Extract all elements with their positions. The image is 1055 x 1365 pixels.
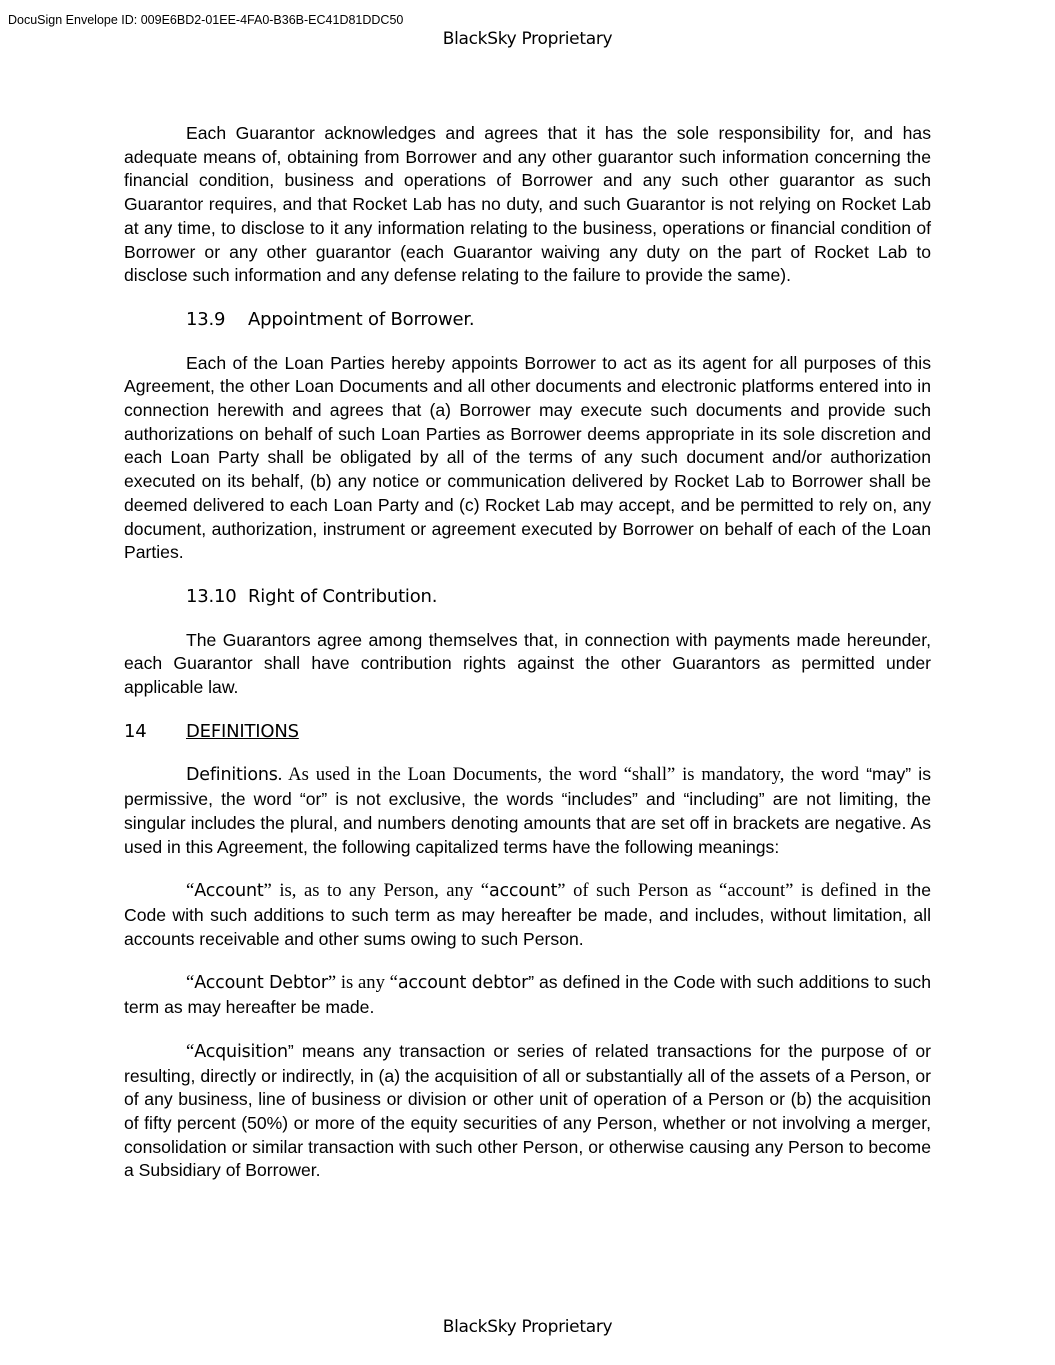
section-title: Appointment of Borrower.: [248, 308, 475, 330]
quote-open: “: [186, 880, 195, 902]
guarantor-acknowledgement-paragraph: Each Guarantor acknowledges and agrees that it has the sole responsibility for, and has adequate means of, obtaining from Borrower and any other guarantor such information concerning the financial condition, business and operations of Borrower and any such other guarantor as such Guarantor requires, and that Rocket Lab has no duty, and such Guarantor is not relying on Rocket Lab at any time, to disclose to it any information relating to the business, operations or financial condition of Borrower or any other guarantor (each Guarantor waiving any duty on the part of Rocket Lab to disclose such information and any defense relating to the failure to provide the same).: [124, 123, 931, 286]
appointment-of-borrower-paragraph: Each of the Loan Parties hereby appoints Borrower to act as its agent for all purposes of this Agreement, the other Loan Documents and all other documents and electronic platforms entered into in connection herewith and agrees that (a) Borrower may execute such documents and provide such authorizations on behalf of such Loan Parties as Borrower deems appropriate in its sole discretion and each Loan Party shall be obligated by all of the terms of any such document and/or authorization executed on its behalf, (b) any notice or communication delivered by Rocket Lab to Borrower shall be deemed delivered to each Loan Party and (c) Rocket Lab may accept, and be permitted to rely on, any document, authorization, instrument or agreement executed by Borrower on behalf of each of the Loan Parties.: [124, 352, 931, 563]
page-header: BlackSky Proprietary: [442, 29, 613, 49]
definition-acquisition: [124, 1040, 931, 1183]
right-of-contribution-paragraph: The Guarantors agree among themselves that, in connection with payments made hereunder, each Guarantor shall have contribution rights against the other Guarantors as permitted under applicable law.: [124, 629, 931, 698]
section-13-10-heading: [124, 585, 931, 609]
section-number: 13.10: [186, 585, 237, 607]
definition-account: [124, 879, 931, 951]
definition-account-debtor: [124, 971, 931, 1019]
definition-text: ” is, as to any Person, any “: [263, 880, 489, 902]
docusign-envelope-id: DocuSign Envelope ID: 009E6BD2-01EE-4FA0-B36B-EC41D81DDC50: [8, 13, 404, 27]
definitions-intro-paragraph: [124, 763, 931, 859]
section-14-heading: [124, 720, 931, 744]
section-number: 13.9: [186, 308, 226, 330]
definitions-label: Definitions: [186, 765, 278, 786]
definition-text: ” is any “: [327, 972, 398, 994]
definition-text: ” of such Person as “account” is defined in: [557, 880, 899, 902]
section-title: DEFINITIONS: [186, 720, 299, 742]
document-body: [124, 122, 931, 1183]
definitions-intro-serif: . As used in the Loan Documents, the word “shall” is mandatory, the word: [277, 764, 860, 786]
defined-term: Account Debtor: [194, 973, 328, 994]
quote-open: “: [186, 972, 195, 994]
quote-open: “: [186, 1040, 195, 1062]
section-title: Right of Contribution.: [248, 585, 438, 607]
defined-term: Acquisition: [194, 1041, 288, 1062]
page-footer: BlackSky Proprietary: [442, 1317, 613, 1337]
defined-term-ref: account: [488, 881, 558, 902]
definitions-intro-rest: “may” is permissive, the word “or” is not exclusive, the words “includes” and “including” are not limiting, the singular includes the plural, and numbers denoting amounts that are set off in brackets are negative. As used in this Agreement, the following capitalized terms have the following meanings:: [124, 764, 931, 857]
defined-term: Account: [194, 881, 264, 902]
defined-term-ref: account debtor: [397, 973, 529, 994]
section-13-9-heading: [124, 308, 931, 332]
definition-text: ” means any transaction or series of related transactions for the purpose of or resulting, directly or indirectly, in (a) the acquisition of all or substantially all of the assets of a Person, or of any business, line of business or division or other unit of operation of a Person or (b) the acquisition of fifty percent (50%) or more of the equity securities of any Person, whether or not involving a merger, consolidation or similar transaction with such other Person, or otherwise causing any Person to become a Subsidiary of Borrower.: [124, 1040, 931, 1181]
definition-text: ” as defined in the Code with such additions to such term as may hereafter be made.: [124, 972, 932, 1018]
definition-text: the Code with such additions to such term as may hereafter be made, and includes, without limitation, all accounts receivable and other sums owing to such Person.: [124, 880, 931, 949]
section-number: 14: [124, 720, 147, 742]
